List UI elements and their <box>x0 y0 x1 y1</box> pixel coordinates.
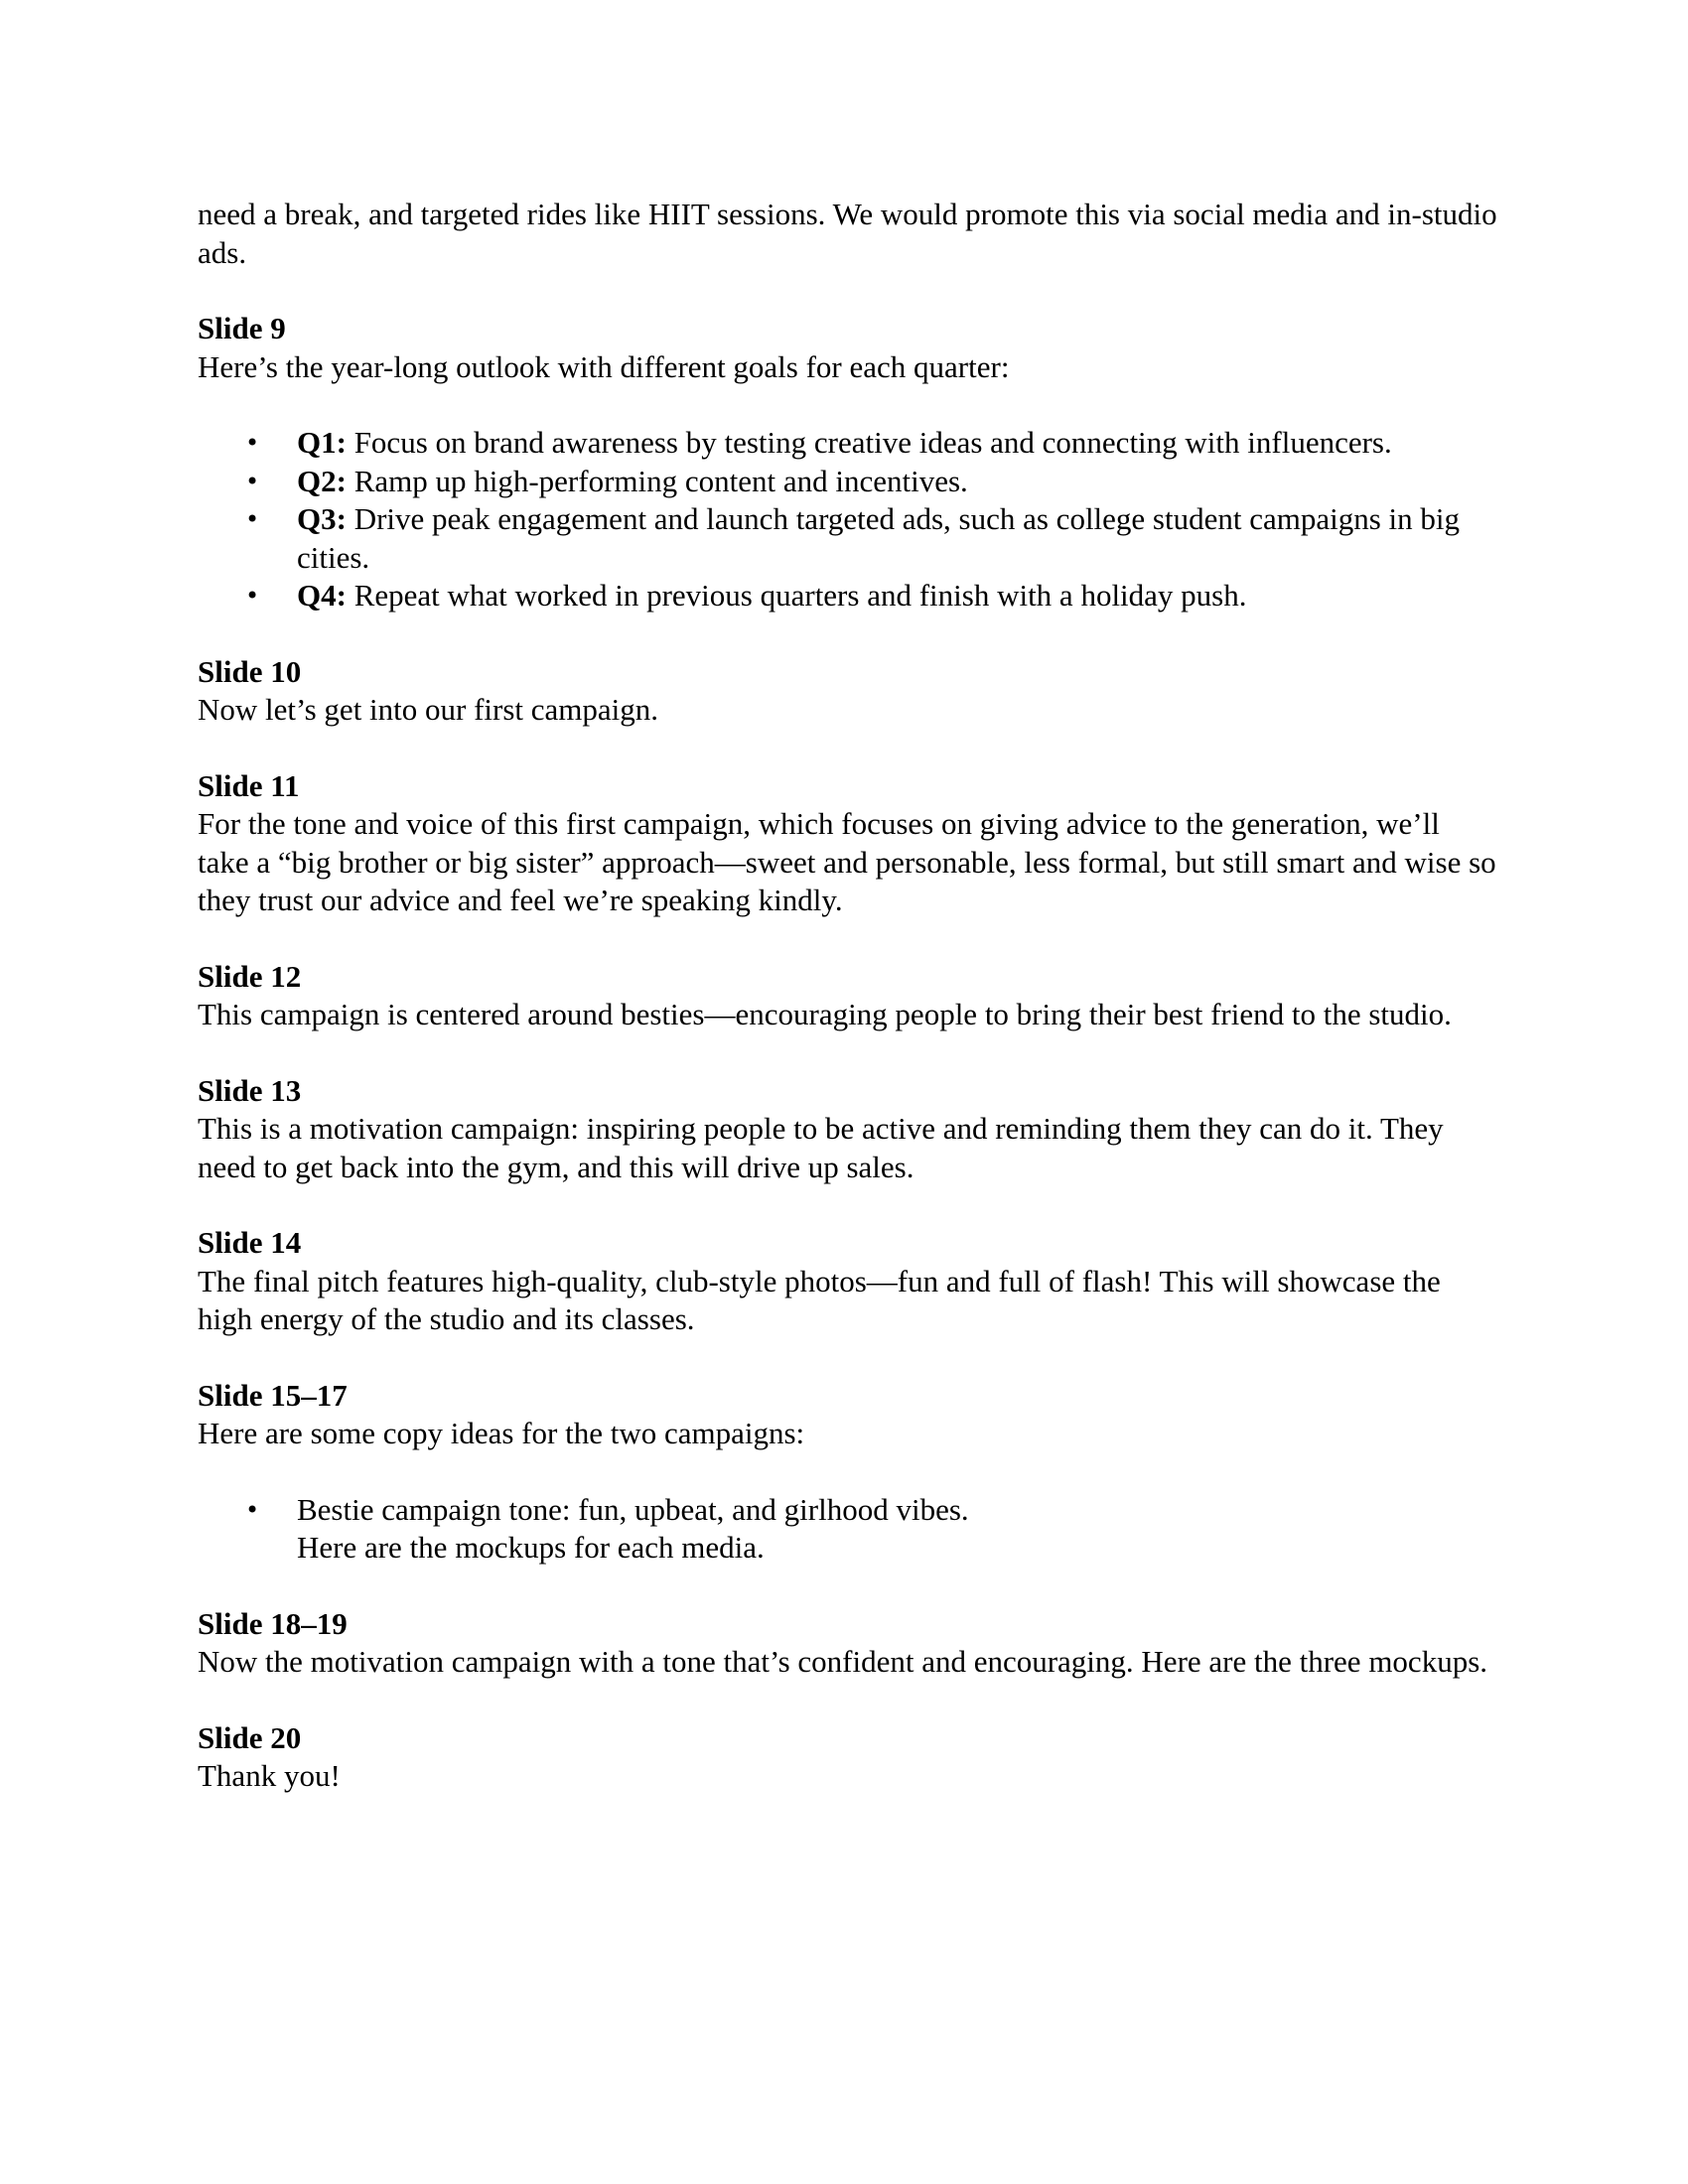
quarter-text: Drive peak engagement and launch targeted ads, such as college student campaigns in big cities. <box>297 501 1461 575</box>
intro-paragraph: need a break, and targeted rides like HIIT sessions. We would promote this via social media and in-studio ads. <box>198 197 1497 270</box>
slide-20-title: Slide 20 <box>198 1719 302 1755</box>
quarter-label: Q2: <box>297 463 347 498</box>
slide-14-section <box>198 1224 1498 1339</box>
slide-15-17-text: Here are some copy ideas for the two campaigns: <box>198 1416 805 1450</box>
slide-12-section <box>198 958 1498 1034</box>
slide-10-section <box>198 653 1498 730</box>
slide-18-19-section <box>198 1605 1498 1682</box>
slide-14-title: Slide 14 <box>198 1225 302 1260</box>
mockups-line: Here are the mockups for each media. <box>297 1530 765 1565</box>
list-item <box>198 500 1498 577</box>
slide-13-section <box>198 1072 1498 1187</box>
slide-9-section <box>198 310 1498 615</box>
quarter-goals-list <box>198 424 1498 615</box>
slide-12-title: Slide 12 <box>198 958 302 994</box>
slide-15-17-section <box>198 1377 1498 1568</box>
bestie-tone-line: • Bestie campaign tone: fun, upbeat, and girlhood vibes. <box>297 1491 969 1527</box>
slide-11-title: Slide 11 <box>198 767 300 803</box>
quarter-label: Q3: <box>297 501 347 536</box>
list-item <box>198 1491 1498 1568</box>
slide-12-text: This campaign is centered around besties—encouraging people to bring their best friend to the studio. <box>198 997 1452 1031</box>
copy-ideas-list <box>198 1491 1498 1568</box>
quarter-text: Repeat what worked in previous quarters and finish with a holiday push. <box>346 578 1247 613</box>
slide-20-text: Thank you! <box>198 1758 341 1793</box>
slide-11-text: For the tone and voice of this first campaign, which focuses on giving advice to the generation, we’ll take a “big brother or big sister” approach—sweet and personable, less formal, but still smart and wise so they trust our advice and feel we’re speaking kindly. <box>198 806 1496 917</box>
quarter-label: Q1: <box>297 425 347 460</box>
list-item <box>198 463 1498 501</box>
slide-13-title: Slide 13 <box>198 1072 302 1108</box>
slide-14-text: The final pitch features high-quality, club-style photos—fun and full of flash! This will showcase the high energy of the studio and its classes. <box>198 1263 1441 1336</box>
slide-10-text: Now let’s get into our first campaign. <box>198 692 659 727</box>
quarter-label: Q4: <box>297 578 347 613</box>
document-page <box>198 196 1498 1796</box>
slide-15-17-title: Slide 15–17 <box>198 1377 348 1413</box>
slide-18-19-text: Now the motivation campaign with a tone that’s confident and encouraging. Here are the three mockups. <box>198 1644 1488 1679</box>
slide-11-section <box>198 767 1498 920</box>
slide-13-text: This is a motivation campaign: inspiring people to be active and reminding them they can do it. They need to get back into the gym, and this will drive up sales. <box>198 1111 1444 1184</box>
list-item <box>198 424 1498 463</box>
list-item <box>198 577 1498 615</box>
quarter-text: Focus on brand awareness by testing creative ideas and connecting with influencers. <box>346 425 1392 460</box>
slide-18-19-title: Slide 18–19 <box>198 1605 348 1641</box>
slide-9-text: Here’s the year-long outlook with different goals for each quarter: <box>198 348 1010 384</box>
slide-9-title: Slide 9 <box>198 311 286 345</box>
quarter-text: Ramp up high-performing content and incentives. <box>346 463 968 498</box>
slide-20-section <box>198 1719 1498 1796</box>
slide-10-title: Slide 10 <box>198 653 302 689</box>
